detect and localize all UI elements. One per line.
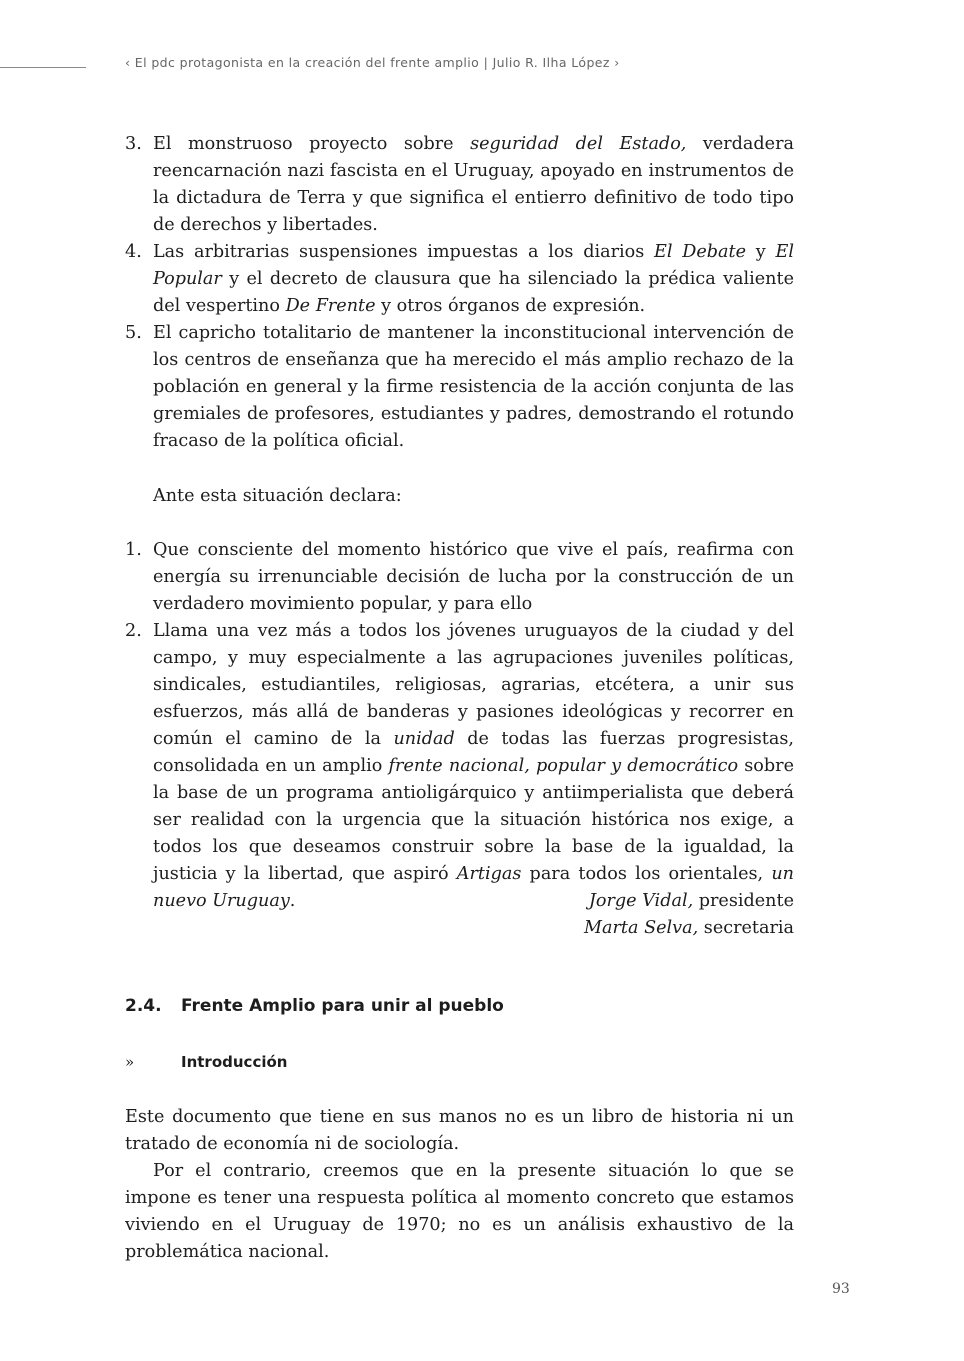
signatory-name: Marta Selva, <box>584 918 699 938</box>
list-item <box>125 537 794 618</box>
text-segment: . <box>289 891 296 911</box>
section-title: Frente Amplio para unir al pueblo <box>181 996 504 1016</box>
signature-line <box>584 888 794 915</box>
italic-segment: El Debate <box>654 242 747 262</box>
page-number: 93 <box>832 1281 850 1297</box>
text-segment: y otros órganos de expresión. <box>375 296 646 316</box>
list-number: 4. <box>125 242 142 262</box>
signature-line <box>584 915 794 942</box>
list-item <box>125 131 794 239</box>
italic-segment: frente nacional, popular y democrático <box>388 756 739 776</box>
subsection-title: Introducción <box>181 1053 288 1071</box>
text-segment: verdadera reencarnación nazi fascista en el Uruguay, apoyado en instrumentos de la dictadura de Terra y que significa el entierro definitivo de todo tipo de derechos y libertades. <box>153 134 794 235</box>
list-number: 3. <box>125 134 142 154</box>
text-segment: Que consciente del momento histórico que vive el país, reafirma con energía su irrenunciable decisión de lucha por la construcción de un verdadero movimiento popular, y para ello <box>153 540 794 614</box>
header-rule <box>0 67 86 68</box>
italic-segment: unidad <box>393 729 455 749</box>
paragraph: Este documento que tiene en sus manos no es un libro de historia ni un tratado de economía ni de sociología. <box>125 1107 794 1154</box>
text-segment: El monstruoso proyecto sobre <box>153 134 471 154</box>
signatory-role: presidente <box>693 891 794 911</box>
text-segment: y el decreto de clausura que ha silenciado la prédica valiente del vespertino <box>153 269 794 316</box>
text-segment: para todos los orientales, <box>521 864 772 884</box>
subsection-heading <box>125 1053 287 1071</box>
text-segment: Las arbitrarias suspensiones impuestas a los diarios <box>153 242 655 262</box>
paragraph: Por el contrario, creemos que en la presente situación lo que se impone es tener una respuesta política al momento concreto que estamos viviendo en el Uruguay de 1970; no es un análisis exhaustivo de la problemática nacional. <box>125 1161 794 1262</box>
signatory-role: secretaria <box>698 918 794 938</box>
declaration-list <box>125 537 794 915</box>
section-number: 2.4. <box>125 996 162 1016</box>
grievance-list <box>125 131 794 455</box>
list-item <box>125 618 794 915</box>
running-head: ‹ El pdc protagonista en la creación del frente amplio | Julio R. Ilha López › <box>125 55 620 70</box>
list-number: 1. <box>125 540 142 560</box>
text-segment: de todas las fuerzas progresistas, consolidada en un amplio <box>153 729 794 776</box>
text-segment: y <box>746 242 776 262</box>
italic-segment: seguridad del Estado, <box>470 134 687 154</box>
signature-block <box>584 888 794 942</box>
section-heading <box>125 996 504 1016</box>
italic-segment: Artigas <box>456 864 522 884</box>
list-number: 5. <box>125 323 142 343</box>
text-segment: Llama una vez más a todos los jóvenes uruguayos de la ciudad y del campo, y muy especialmente a las agrupaciones juveniles políticas, sindicales, estudiantiles, religiosas, agrarias, etcétera, a unir sus esfuerzos, más allá de banderas y pasiones ideológicas y recorrer en común el camino de la <box>153 621 794 749</box>
signatory-name: Jorge Vidal, <box>588 891 694 911</box>
text-segment: El capricho totalitario de mantener la inconstitucional intervención de los centros de enseñanza que ha merecido el más amplio rechazo de la población en general y la firme resistencia de la acción conjunta de las gremiales de profesores, estudiantes y padres, demostrando el rotundo fracaso de la política oficial. <box>153 323 794 451</box>
subsection-marker: » <box>125 1053 135 1071</box>
list-item <box>125 239 794 320</box>
text-segment: sobre la base de un programa antioligárquico y antiimperialista que deberá ser realidad con la urgencia que la situación histórica nos exige, a todos los que deseamos construir sobre la base de la igualdad, la justicia y la libertad, que aspiró <box>153 756 794 884</box>
list-number: 2. <box>125 621 142 641</box>
declaration-intro: Ante esta situación declara: <box>153 486 402 506</box>
italic-segment: De Frente <box>285 296 376 316</box>
list-item <box>125 320 794 455</box>
italic-segment: El Popular <box>153 242 794 289</box>
italic-segment: un nuevo Uruguay <box>153 864 794 911</box>
